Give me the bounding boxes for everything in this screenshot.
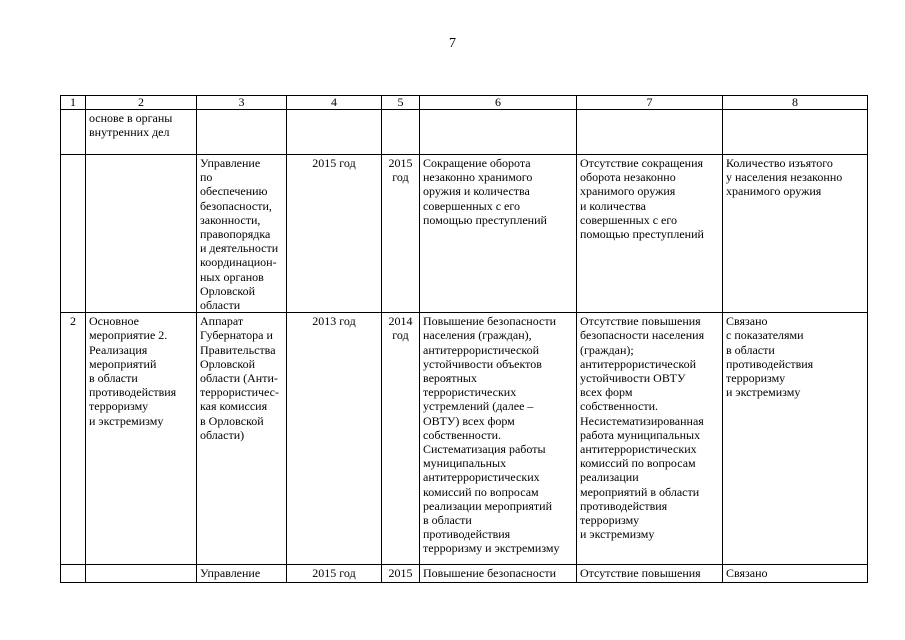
- table-row: [61, 565, 868, 583]
- row-number-cell: [61, 155, 86, 313]
- table-row: [61, 313, 868, 565]
- column-number-row: [61, 96, 868, 110]
- result-cell: Сокращение оборота незаконно хранимого оружия и количества совершенных с его помощью преступлений: [420, 155, 577, 313]
- indicator-link-cell: Связано с показателями в области противодействия терроризму и экстремизму: [723, 313, 868, 565]
- end-cell: 2015: [382, 565, 420, 583]
- row-number-cell: 2: [61, 313, 86, 565]
- result-cell: Повышение безопасности населения (граждан), антитеррористической устойчивости объектов вероятных террористических устремлений (далее – ОВТУ) всех форм собственности. Систематизация работы муниципальных антитеррористических комиссий по вопросам реализации мероприятий в области противодействия терроризму и экстремизму: [420, 313, 577, 565]
- event-cell: Основное мероприятие 2. Реализация мероприятий в области противодействия терроризму и экстремизму: [86, 313, 197, 565]
- executor-cell: Управление: [197, 565, 287, 583]
- column-number: 6: [420, 96, 577, 110]
- column-number: 2: [86, 96, 197, 110]
- table-row: [61, 110, 868, 155]
- indicator-link-cell: Связано: [723, 565, 868, 583]
- program-measures-table: [60, 95, 868, 583]
- end-cell: 2014 год: [382, 313, 420, 565]
- event-cell: [86, 155, 197, 313]
- column-number: 5: [382, 96, 420, 110]
- table-row: [61, 155, 868, 313]
- indicator-link-cell: [723, 110, 868, 155]
- executor-cell: Аппарат Губернатора и Правительства Орловской области (Анти- террористичес- кая комиссия в Орловской области): [197, 313, 287, 565]
- column-number: 8: [723, 96, 868, 110]
- start-cell: 2015 год: [287, 155, 382, 313]
- row-number-cell: [61, 565, 86, 583]
- start-cell: [287, 110, 382, 155]
- column-number: 7: [577, 96, 723, 110]
- result-cell: Повышение безопасности: [420, 565, 577, 583]
- row-number-cell: [61, 110, 86, 155]
- page-number: 7: [449, 36, 456, 51]
- column-number: 4: [287, 96, 382, 110]
- consequences-cell: [577, 110, 723, 155]
- end-cell: [382, 110, 420, 155]
- start-cell: 2015 год: [287, 565, 382, 583]
- column-number: 3: [197, 96, 287, 110]
- executor-cell: [197, 110, 287, 155]
- event-cell: [86, 565, 197, 583]
- end-cell: 2015 год: [382, 155, 420, 313]
- result-cell: [420, 110, 577, 155]
- executor-cell: Управление по обеспечению безопасности, законности, правопорядка и деятельности координацион- ных органов Орловской области: [197, 155, 287, 313]
- consequences-cell: Отсутствие сокращения оборота незаконно хранимого оружия и количества совершенных с его помощью преступлений: [577, 155, 723, 313]
- consequences-cell: Отсутствие повышения безопасности населения (граждан); антитеррористической устойчивости ОВТУ всех форм собственности. Несистематизированная работа муниципальных антитеррористических комиссий по вопросам реализации мероприятий в области противодействия терроризму и экстремизму: [577, 313, 723, 565]
- consequences-cell: Отсутствие повышения: [577, 565, 723, 583]
- event-cell: основе в органы внутренних дел: [86, 110, 197, 155]
- start-cell: 2013 год: [287, 313, 382, 565]
- column-number: 1: [61, 96, 86, 110]
- indicator-link-cell: Количество изъятого у населения незаконно хранимого оружия: [723, 155, 868, 313]
